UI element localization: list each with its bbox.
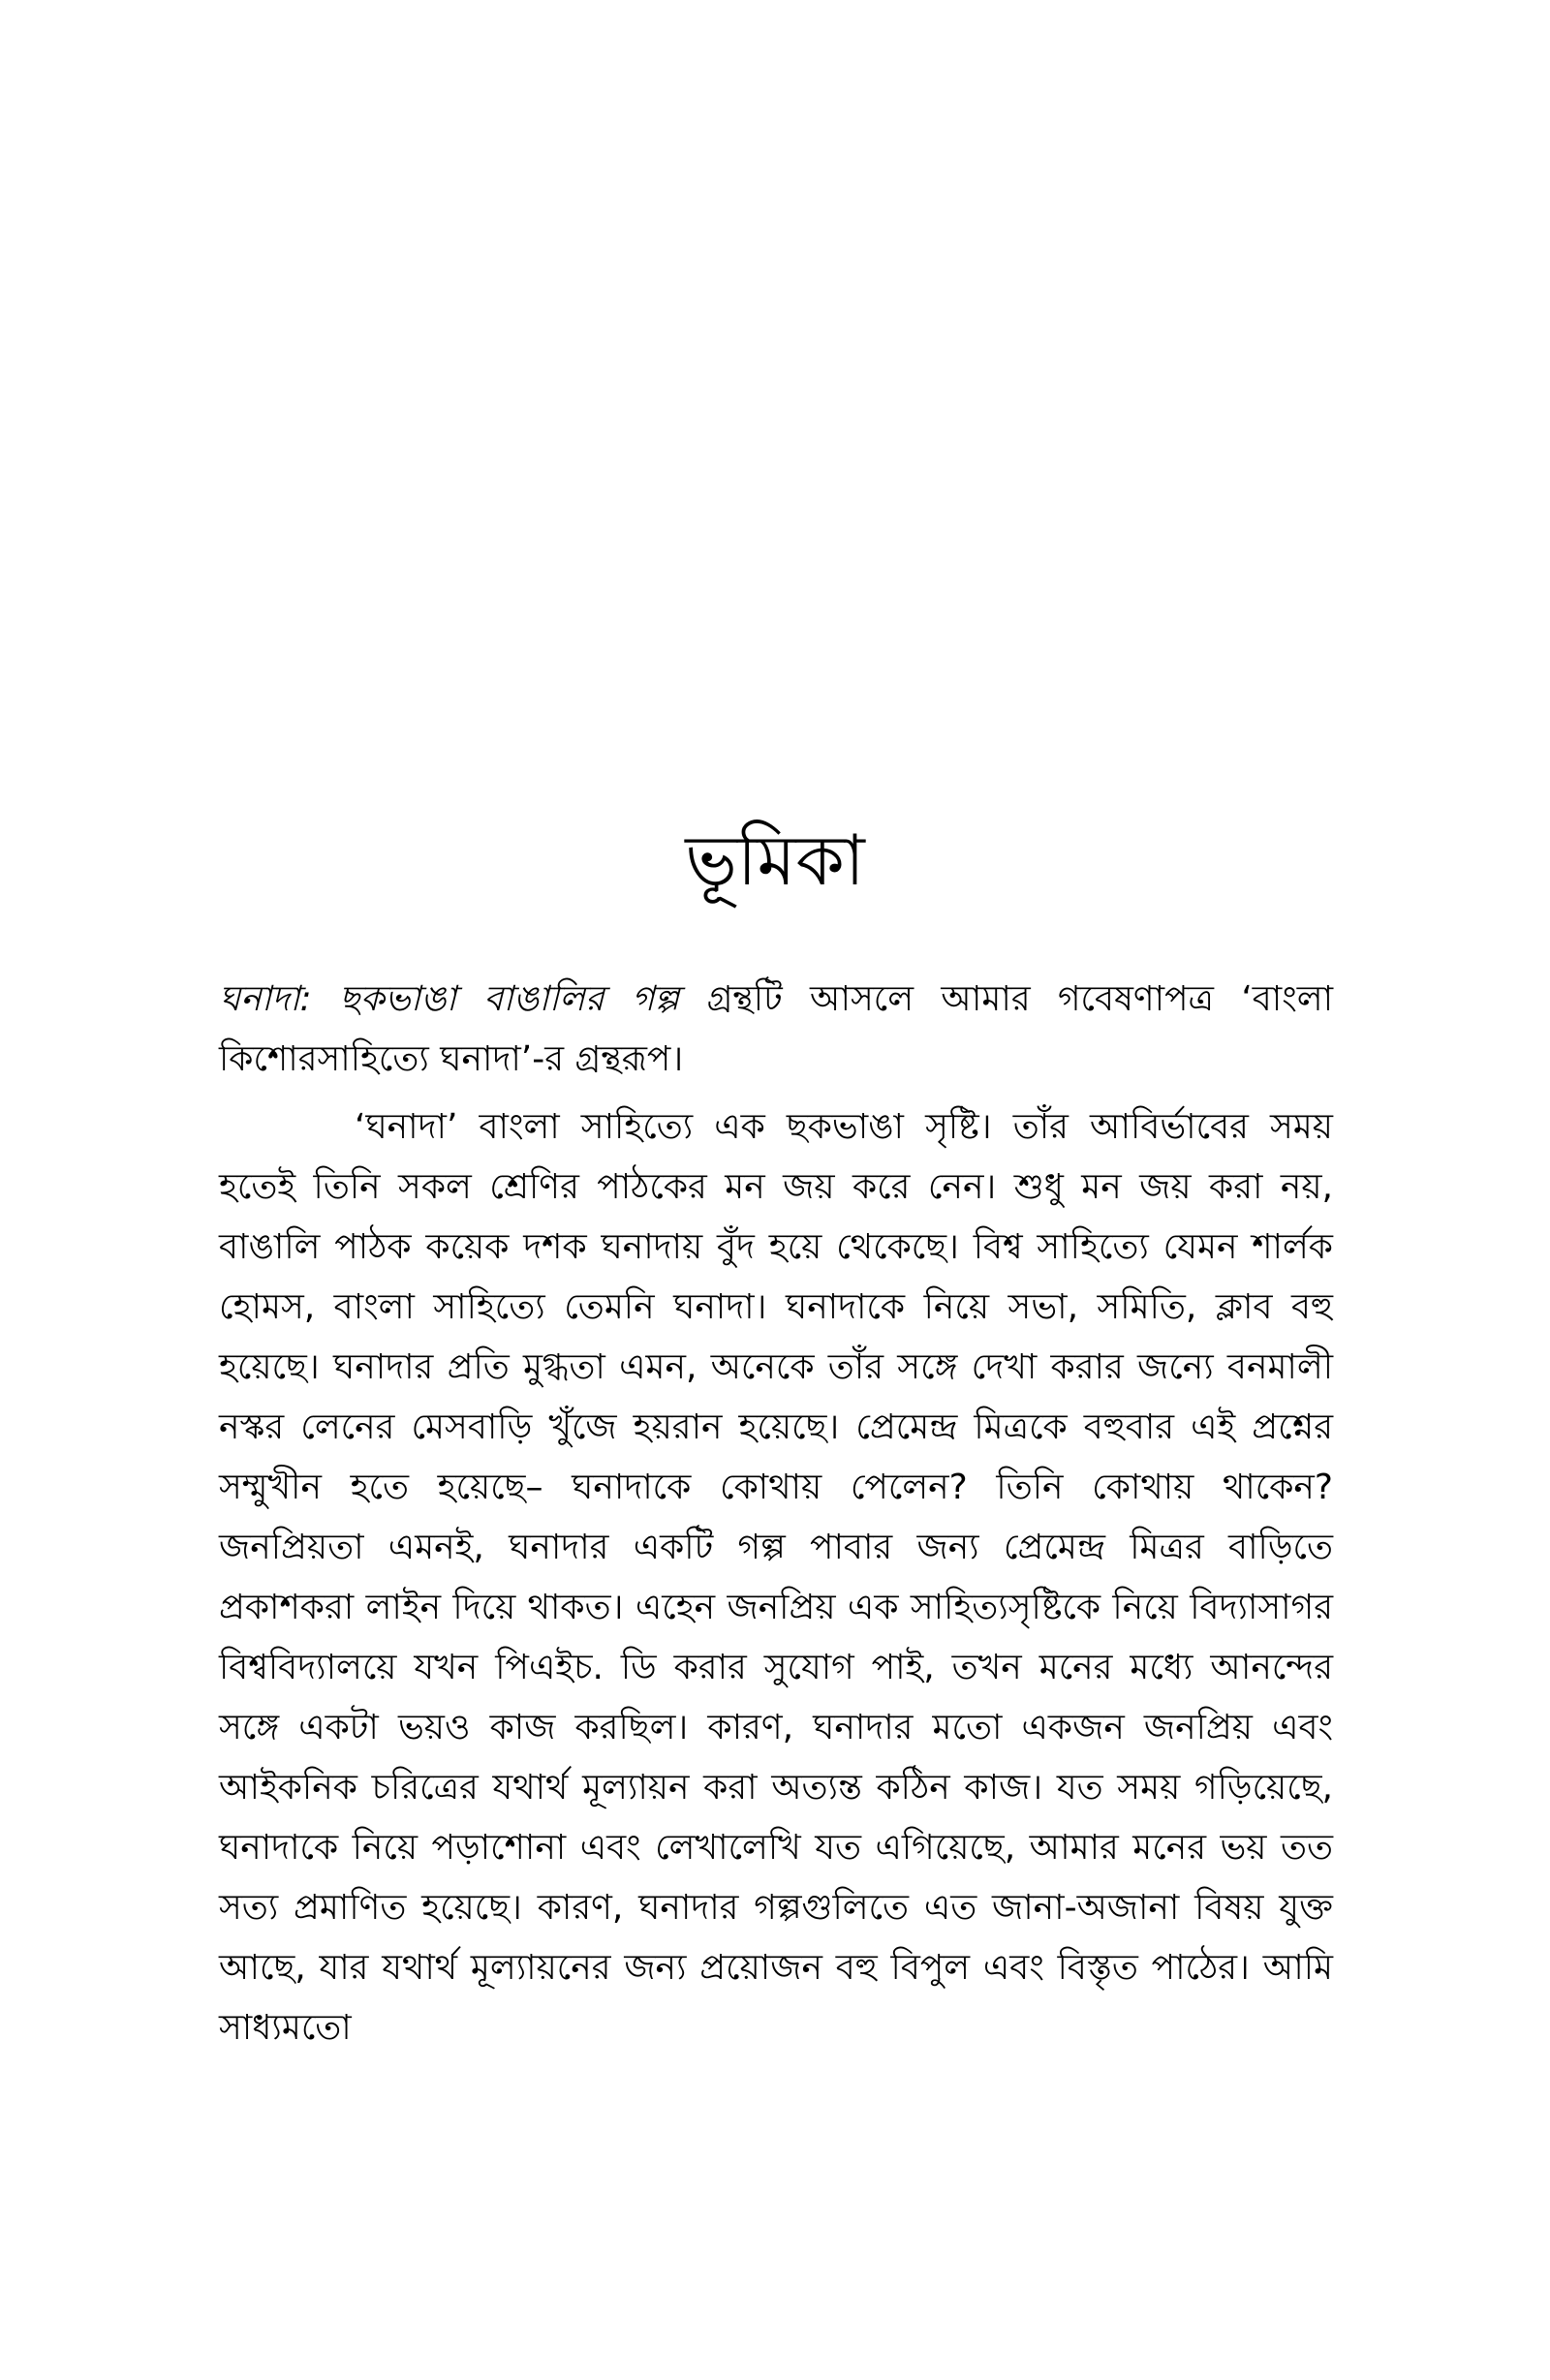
body-paragraph: ‘ঘনাদা’ বাংলা সাহিত্যে এক ছকভাঙা সৃষ্টি। তাঁর আবির্ভাবের সময় হতেই তিনি সকল শ্রেণির পাঠকের মন জয় করে নেন। শুধু মন জয় করা নয়, বাঙালি পাঠক কয়েক দশক ঘনাদায় বুঁদ হয়ে থেকেছে। বিশ্ব সাহিত্যে যেমন শার্লক হোমস, বাংলা সাহিত্যে তেমনি ঘনাদা। ঘনাদাকে নিয়ে সভা, সমিতি, ক্লাব বহু হয়েছে। ঘনাদার প্রতি মুগ্ধতা এমন, অনেকে তাঁর সঙ্গে দেখা করার জন্যে বনমালী নস্কর লেনের মেসবাড়ি খুঁজে হয়রান হয়েছে। প্রেমেন্দ্র মিত্রকে বহুবার এই প্রশ্নের সম্মুখীন হতে হয়েছে– ঘনাদাকে কোথায় পেলেন? তিনি কোথায় থাকেন? জনপ্রিয়তা এমনই, ঘনাদার একটি গল্প পাবার জন্য প্রেমেন্দ্র মিত্রর বাড়িতে প্রকাশকরা লাইন দিয়ে থাকত। এহেন জনপ্রিয় এক সাহিত্যসৃষ্টিকে নিয়ে বিদ্যাসাগর বিশ্ববিদ্যালয়ে যখন পিএইচ. ডি করার সুযোগ পাই, তখন মনের মধ্যে আনন্দের সঙ্গে একটা ভয়ও কাজ করছিল। কারণ, ঘনাদার মতো একজন জনপ্রিয় এবং আইকনিক চরিত্রের যথার্থ মূল্যায়ন করা অত্যন্ত কঠিন কাজ। যত সময় গড়িয়েছে, ঘনাদাকে নিয়ে পড়াশোনা এবং লেখালেখি যত এগিয়েছে, আমার মনের ভয় তত সত্য প্রমাণিত হয়েছে। কারণ, ঘনাদার গল্পগুলিতে এত জানা-অজানা বিষয় যুক্ত আছে, যার যথার্থ মূল্যায়নের জন্য প্রয়োজন বহু বিপুল এবং বিস্তৃত পাঠের। আমি সাধ্যমতো	[219, 1107, 1333, 2048]
intro-paragraph-text: গ্রন্থটি আসলে আমার গবেষণাপত্র ‘বাংলা কিশোরসাহিত্যে ঘনাদা’-র গ্রন্থরূপ।	[219, 979, 1334, 1079]
intro-paragraph	[219, 970, 1333, 1090]
book-title: ঘনাদা: ছকভাঙা বাঙালির গল্প	[219, 979, 680, 1019]
page-title: ভূমিকা	[685, 819, 865, 902]
